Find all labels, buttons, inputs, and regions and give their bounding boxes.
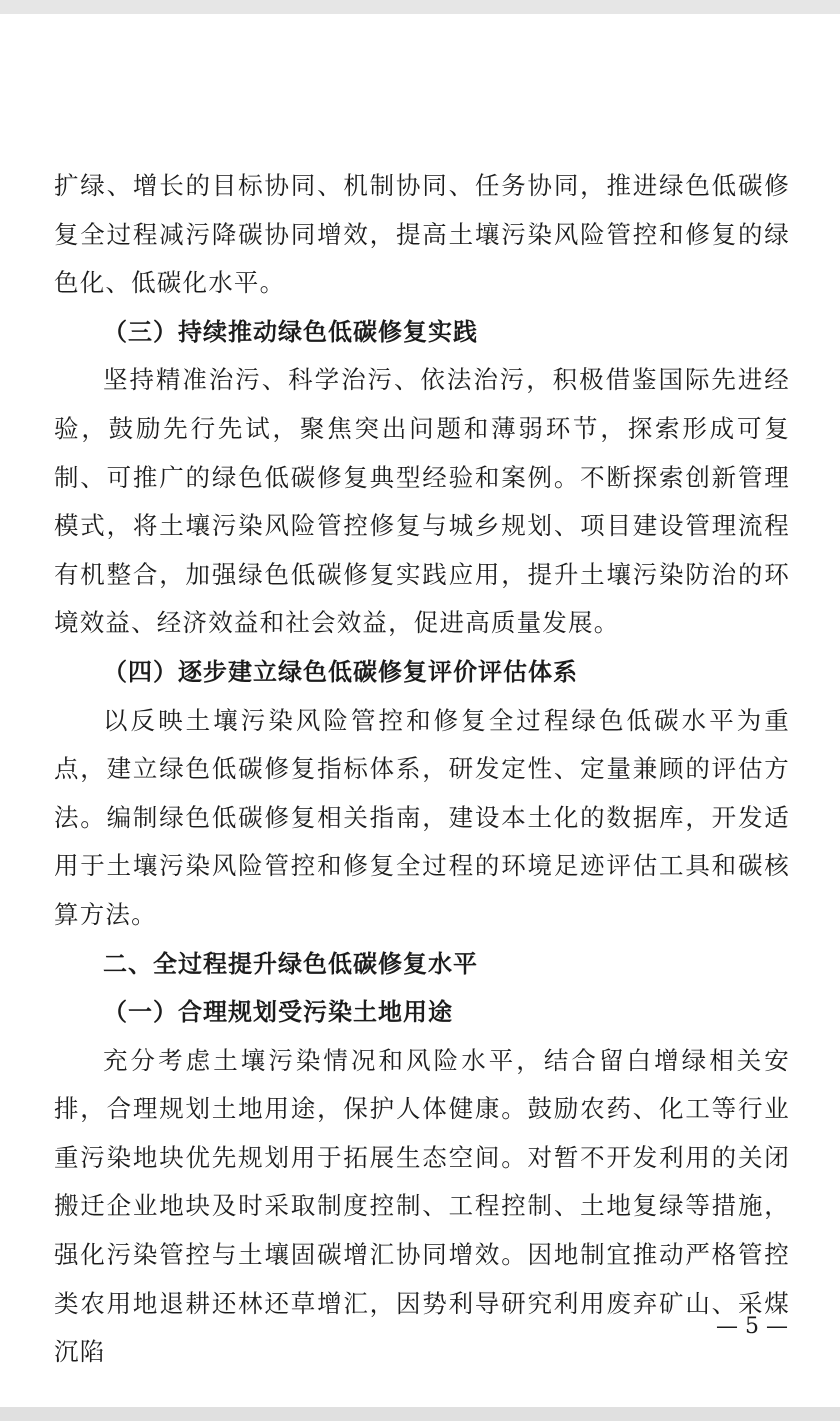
page-separator [0, 1407, 840, 1421]
section-heading-4: （四）逐步建立绿色低碳修复评价评估体系 [103, 657, 578, 686]
document-body [54, 162, 790, 1377]
paragraph: 以反映土壤污染风险管控和修复全过程绿色低碳水平为重点，建立绿色低碳修复指标体系，研发定性、定量兼顾的评估方法。编制绿色低碳修复相关指南，建设本土化的数据库，开发适用于土壤污染风险管控和修复全过程的环境足迹评估工具和碳核算方法。 [54, 705, 790, 929]
document-page [0, 14, 840, 1407]
paragraph-continued: 扩绿、增长的目标协同、机制协同、任务协同，推进绿色低碳修复全过程减污降碳协同增效，提高土壤污染风险管控和修复的绿色化、低碳化水平。 [54, 171, 790, 298]
section-heading-3: （三）持续推动绿色低碳修复实践 [103, 317, 478, 346]
page-number: — 5 — [716, 1314, 788, 1339]
chapter-heading-2: 二、全过程提升绿色低碳修复水平 [103, 949, 478, 978]
paragraph: 坚持精准治污、科学治污、依法治污，积极借鉴国际先进经验，鼓励先行先试，聚焦突出问题和薄弱环节，探索形成可复制、可推广的绿色低碳修复典型经验和案例。不断探索创新管理模式，将土壤污染风险管控修复与城乡规划、项目建设管理流程有机整合，加强绿色低碳修复实践应用，提升土壤污染防治的环境效益、经济效益和社会效益，促进高质量发展。 [54, 365, 790, 638]
section-heading-1: （一）合理规划受污染土地用途 [103, 998, 453, 1027]
paragraph: 充分考虑土壤污染情况和风险水平，结合留白增绿相关安排，合理规划土地用途，保护人体健康。鼓励农药、化工等行业重污染地块优先规划用于拓展生态空间。对暂不开发利用的关闭搬迁企业地块及时采取制度控制、工程控制、土地复绿等措施，强化污染管控与土壤固碳增汇协同增效。因地制宜推动严格管控类农用地退耕还林还草增汇，因势利导研究利用废弃矿山、采煤沉陷 [54, 1045, 790, 1367]
